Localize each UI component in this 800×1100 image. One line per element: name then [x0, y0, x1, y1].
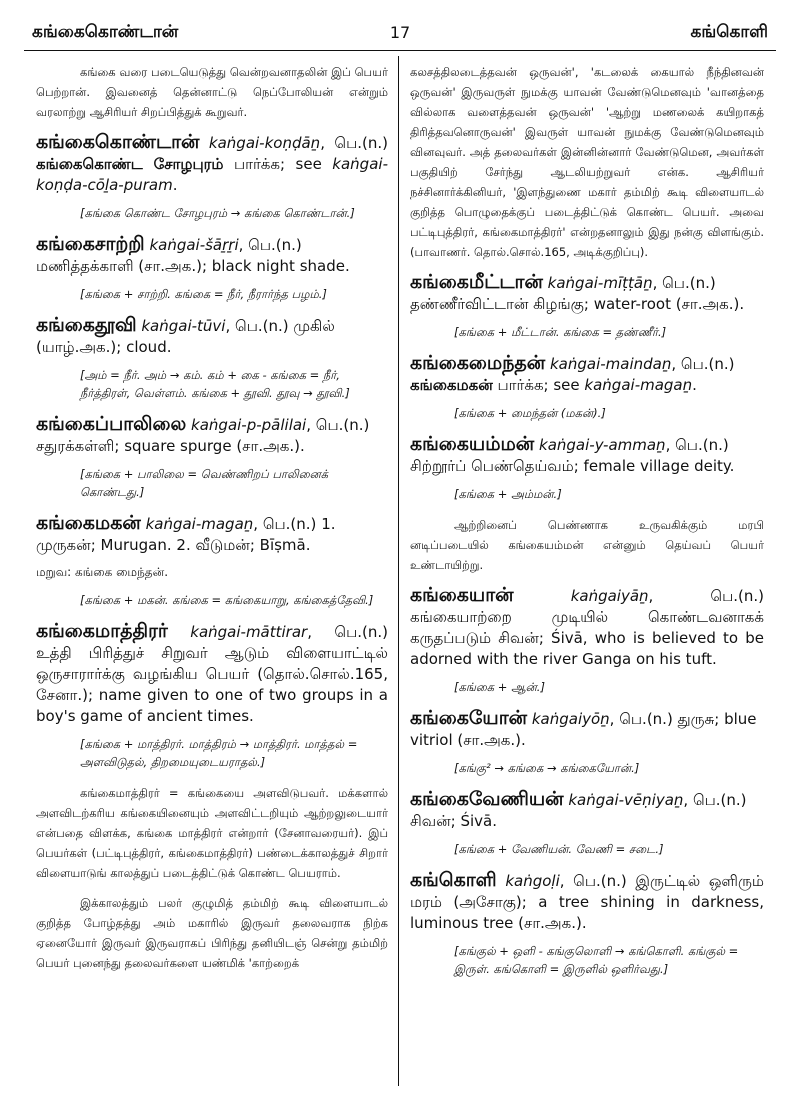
transliteration: kaṅgaiyāṉ: [570, 587, 649, 605]
page-header: [24, 22, 776, 48]
transliteration: kaṅgai-šāṟṟi: [149, 236, 239, 254]
etymology: [கங்கை + மகன். கங்கை = கங்கையாறு, கங்கைத்தேவி.]: [80, 593, 374, 607]
definition: சதுரக்கள்ளி; square spurge (சா.அக.).: [36, 437, 305, 455]
definition: கங்கையாற்றை முடியில் கொண்டவனாகக் கருதப்படும் சிவன்; Śivā, who is believed to be adorned with the river Ganga on his tuft.: [410, 608, 764, 668]
transliteration: kaṅgai-maindaṉ: [549, 355, 672, 373]
headword: கங்கைமகன்: [36, 512, 141, 534]
explanatory-note: இக்காலத்தும் பலர் குழுமித் தம்மிற் கூடி விளையாடல் குறித்த போழ்தத்து அம் மகாரில் இருவர் தலைவராக நிற்க ஏனையோர் இருவர் இருவராகப் பிரிந்து தனியிடஞ் சென்று தம்மிற் பெயர் புனைந்து தலைவர்களை யண்மிக் 'காற்றைக்: [36, 896, 388, 970]
transliteration: kaṅgai-tūvi: [141, 317, 226, 335]
entry-kangaiyamman: [410, 434, 764, 503]
cross-ref-headword: கங்கைமகன்: [410, 376, 493, 394]
definition: துருசு; blue vitriol (சா.அக.).: [410, 710, 757, 749]
entry-kangaimaindan: கங்கைமைந்தன் kaṅgai-maindaṉ, பெ.(n.) கங்கைமகன் பார்க்க; see kaṅgai-magaṉ. [கங்கை + மைந்தன் (மகன்).]: [410, 353, 764, 422]
synonym-note: மறுவ: கங்கை மைந்தன்.: [36, 565, 169, 579]
transliteration: kaṅgaiyōṉ: [531, 710, 610, 728]
grammar: , பெ.(n.): [671, 355, 735, 373]
etymology: [கங்கை + மாத்திரர். மாத்திரம் → மாத்திரர். மாத்தல் = அளவிடுதல், திறமையுடையராதல்.]: [80, 737, 358, 769]
entry-kangaimittan: [410, 272, 764, 341]
grammar: , பெ.(n.): [609, 710, 673, 728]
headword: கங்கையோன்: [410, 707, 528, 729]
grammar: , பெ.(n.): [652, 274, 716, 292]
entry-kangaimagan: [36, 513, 388, 609]
header-last-word: கங்கொளி: [690, 22, 768, 42]
entry-kangaiveniyan: [410, 789, 764, 858]
grammar: , பெ.(n.): [253, 515, 317, 533]
entry-kangaimattirar: [36, 621, 388, 771]
etymology: [கங்குல் + ஒளி - கங்குலொளி → கங்கொளி. கங்குல் = இருள். கங்கொளி = இருளில் ஒளிர்வது.]: [454, 944, 739, 976]
entry-kangaiyan: [410, 585, 764, 696]
headword: கங்கொளி: [410, 869, 497, 891]
transliteration: kaṅgai-koṇḍāṉ: [208, 134, 321, 152]
header-first-word: கங்கைகொண்டான்: [32, 22, 179, 42]
transliteration: kaṅgai-magaṉ: [145, 515, 254, 533]
headword: கங்கைசாற்றி: [36, 233, 145, 255]
grammar: , பெ.(n.): [238, 236, 302, 254]
headword: கங்கைகொண்டான்: [36, 131, 200, 153]
transliteration: kaṅgoḷi: [505, 872, 560, 890]
page-number: 17: [389, 23, 411, 42]
column-divider: [398, 56, 399, 1086]
headword: கங்கையான்: [410, 584, 514, 606]
headword: கங்கைப்பாலிலை: [36, 413, 187, 435]
etymology: [கங்கு² → கங்கை → கங்கையோன்.]: [454, 761, 640, 775]
headword: கங்கைமாத்திரர்: [36, 620, 168, 642]
definition: முகில் (யாழ்.அக.); cloud.: [36, 317, 335, 356]
intro-note: கங்கை வரை படையெடுத்து வென்றவனாதலின் இப் பெயர் பெற்றான். இவனைத் தென்னாட்டு நெப்போலியன் என்றும் வரலாற்று ஆசிரியர் சிறப்பித்துக் கூறுவர்.: [36, 65, 388, 119]
entry-kangaisarri: [36, 234, 388, 303]
transliteration: kaṅgai-māttirar: [190, 623, 308, 641]
definition: 1. முருகன்; Murugan. 2. வீடுமன்; Bīṣmā.: [36, 515, 336, 554]
definition: உத்தி பிரித்துச் சிறுவர் ஆடும் விளையாட்டில் ஒருசாரார்க்கு வழங்கிய பெயர் (தொல்.சொல்.165, சேனா.); name given to one of two groups in a boy's game of ancient times.: [36, 644, 388, 725]
etymology: [கங்கை கொண்ட சோழபுரம் → கங்கை கொண்டான்.]: [80, 206, 355, 220]
explanatory-note: கங்கைமாத்திரர் = கங்கையை அளவிடுபவர். மக்களால் அளவிடற்கரிய கங்கையினையும் அளவிட்டறியும் ஆற்றலுடையார் என்பதை விளக்க, கங்கை மாத்திரர் என்றார் (சேனாவரையர்). இப் பெயர்கள் (பட்டிபுத்திரர், கங்கைமாத்திரர்) பண்டைக்காலத்துச் சிறார் விளையாடுங் காலத்துப் படைத்திட்டுக் கொண்ட பெயராம்.: [36, 786, 388, 880]
grammar: , பெ.(n.): [306, 416, 370, 434]
transliteration: kaṅgai-vēṇiyaṉ: [568, 791, 684, 809]
entry-kangoli: [410, 870, 764, 978]
etymology: [கங்கை + பாலிலை = வெண்ணிறப் பாலினைக் கொண்டது.]: [80, 467, 329, 499]
left-column: [36, 62, 388, 983]
entry-kangaippalilai: [36, 414, 388, 501]
definition: தண்ணீர்விட்டான் கிழங்கு; water-root (சா.அக.).: [410, 295, 745, 313]
headword: கங்கைமைந்தன்: [410, 352, 546, 374]
cross-ref-headword: கங்கைகொண்ட சோழபுரம்: [36, 155, 224, 173]
entry-kangaiyon: [410, 708, 764, 777]
continued-note: கலசத்திலடைத்தவன் ஒருவன்', 'கடலைக் கையால் நீந்தினவன் ஒருவன்' இருவருள் நுமக்கு யாவன் வேண்டுமெனவும் 'வானத்தை வில்லாக வளைத்தவன் ஒருவன்' 'ஆற்று மணலைக் கயிறாகத் திரித்தவனொருவன்' இவருள் யாவன் நுமக்கு வேண்டுமெனவும் வினவுவர். அத் தலைவர்கள் இன்னின்னார் வேண்டுமென, அவர்கள் பகுதியிற் சேர்ந்து ஆடலியற்றுவர் என்க. ஆசிரியர் நச்சினார்க்கினியர், 'இளந்துணை மகார் தம்மிற் கூடி விளையாடல் குறித்த பொழுதைக்குப் படைத்திட்டுக் கொண்ட பெயர். அவை பட்டிபுத்திரர், கங்கைமாத்திரர்' என்றதனாலும் இது நன்கு விளங்கும். (பாவாணர். தொல்.சொல்.165, அடிக்குறிப்பு).: [410, 65, 764, 259]
etymology: [கங்கை + வேணியன். வேணி = சடை.]: [454, 842, 664, 856]
entry-kangaituvi: [36, 315, 388, 402]
cross-ref-transliteration: kaṅgai-magaṉ: [584, 376, 693, 394]
definition: இருட்டில் ஒளிரும் மரம் (அசோகு); a tree shining in darkness, luminous tree (சா.அக.).: [410, 872, 764, 932]
cross-ref-transliteration: kaṅgai-koṇḍa-cōḻa-puram: [36, 155, 388, 194]
explanatory-note: ஆற்றினைப் பெண்ணாக உருவகிக்கும் மரபி னடிப்படையில் கங்கையம்மன் என்னும் தெய்வப் பெயர் உண்டாயிற்று.: [410, 518, 764, 572]
headword: கங்கைமீட்டான்: [410, 271, 543, 293]
headword: கங்கையம்மன்: [410, 433, 535, 455]
grammar: , பெ.(n.): [559, 872, 627, 890]
etymology: [கங்கை + மீட்டான். கங்கை = தண்ணீர்.]: [454, 325, 667, 339]
header-rule: [24, 50, 776, 51]
definition: மணித்தக்காளி (சா.அக.); black night shade.: [36, 257, 350, 275]
etymology: [கங்கை + அம்மன்.]: [454, 487, 562, 501]
transliteration: kaṅgai-mīṭṭāṉ: [547, 274, 653, 292]
etymology: [கங்கை + ஆன்.]: [454, 680, 545, 694]
definition: சிவன்; Śivā.: [410, 812, 497, 830]
etymology: [அம் = நீர். அம் → கம். கம் + கை - கங்கை = நீர், நீர்த்திரள், வெள்ளம். கங்கை + தூவி. தூவு → தூவி.]: [80, 368, 350, 400]
grammar: , பெ.(n.): [648, 587, 764, 605]
see-label: பார்க்க; see: [497, 376, 580, 394]
etymology: [கங்கை + சாற்றி. கங்கை = நீர், நீரார்ந்த பழம்.]: [80, 287, 327, 301]
definition: சிற்றூர்ப் பெண்தெய்வம்; female village deity.: [410, 457, 735, 475]
grammar: , பெ.(n.): [683, 791, 747, 809]
transliteration: kaṅgai-y-ammaṉ: [539, 436, 666, 454]
grammar: , பெ.(n.): [665, 436, 729, 454]
headword: கங்கைவேணியன்: [410, 788, 564, 810]
right-column: [410, 62, 764, 990]
grammar: , பெ.(n.): [307, 623, 388, 641]
entry-kangaikondan: கங்கைகொண்டான் kaṅgai-koṇḍāṉ, பெ.(n.) கங்கைகொண்ட சோழபுரம் பார்க்க; see kaṅgai-koṇḍa-cōḻa-puram. [கங்கை கொண்ட சோழபுரம் → கங்கை கொண்டான்.]: [36, 131, 388, 220]
see-label: பார்க்க; see: [233, 155, 322, 173]
grammar: , பெ.(n.): [320, 134, 388, 152]
grammar: , பெ.(n.): [225, 317, 289, 335]
headword: கங்கைதூவி: [36, 314, 137, 336]
etymology: [கங்கை + மைந்தன் (மகன்).]: [454, 406, 606, 420]
transliteration: kaṅgai-p-pālilai: [191, 416, 307, 434]
